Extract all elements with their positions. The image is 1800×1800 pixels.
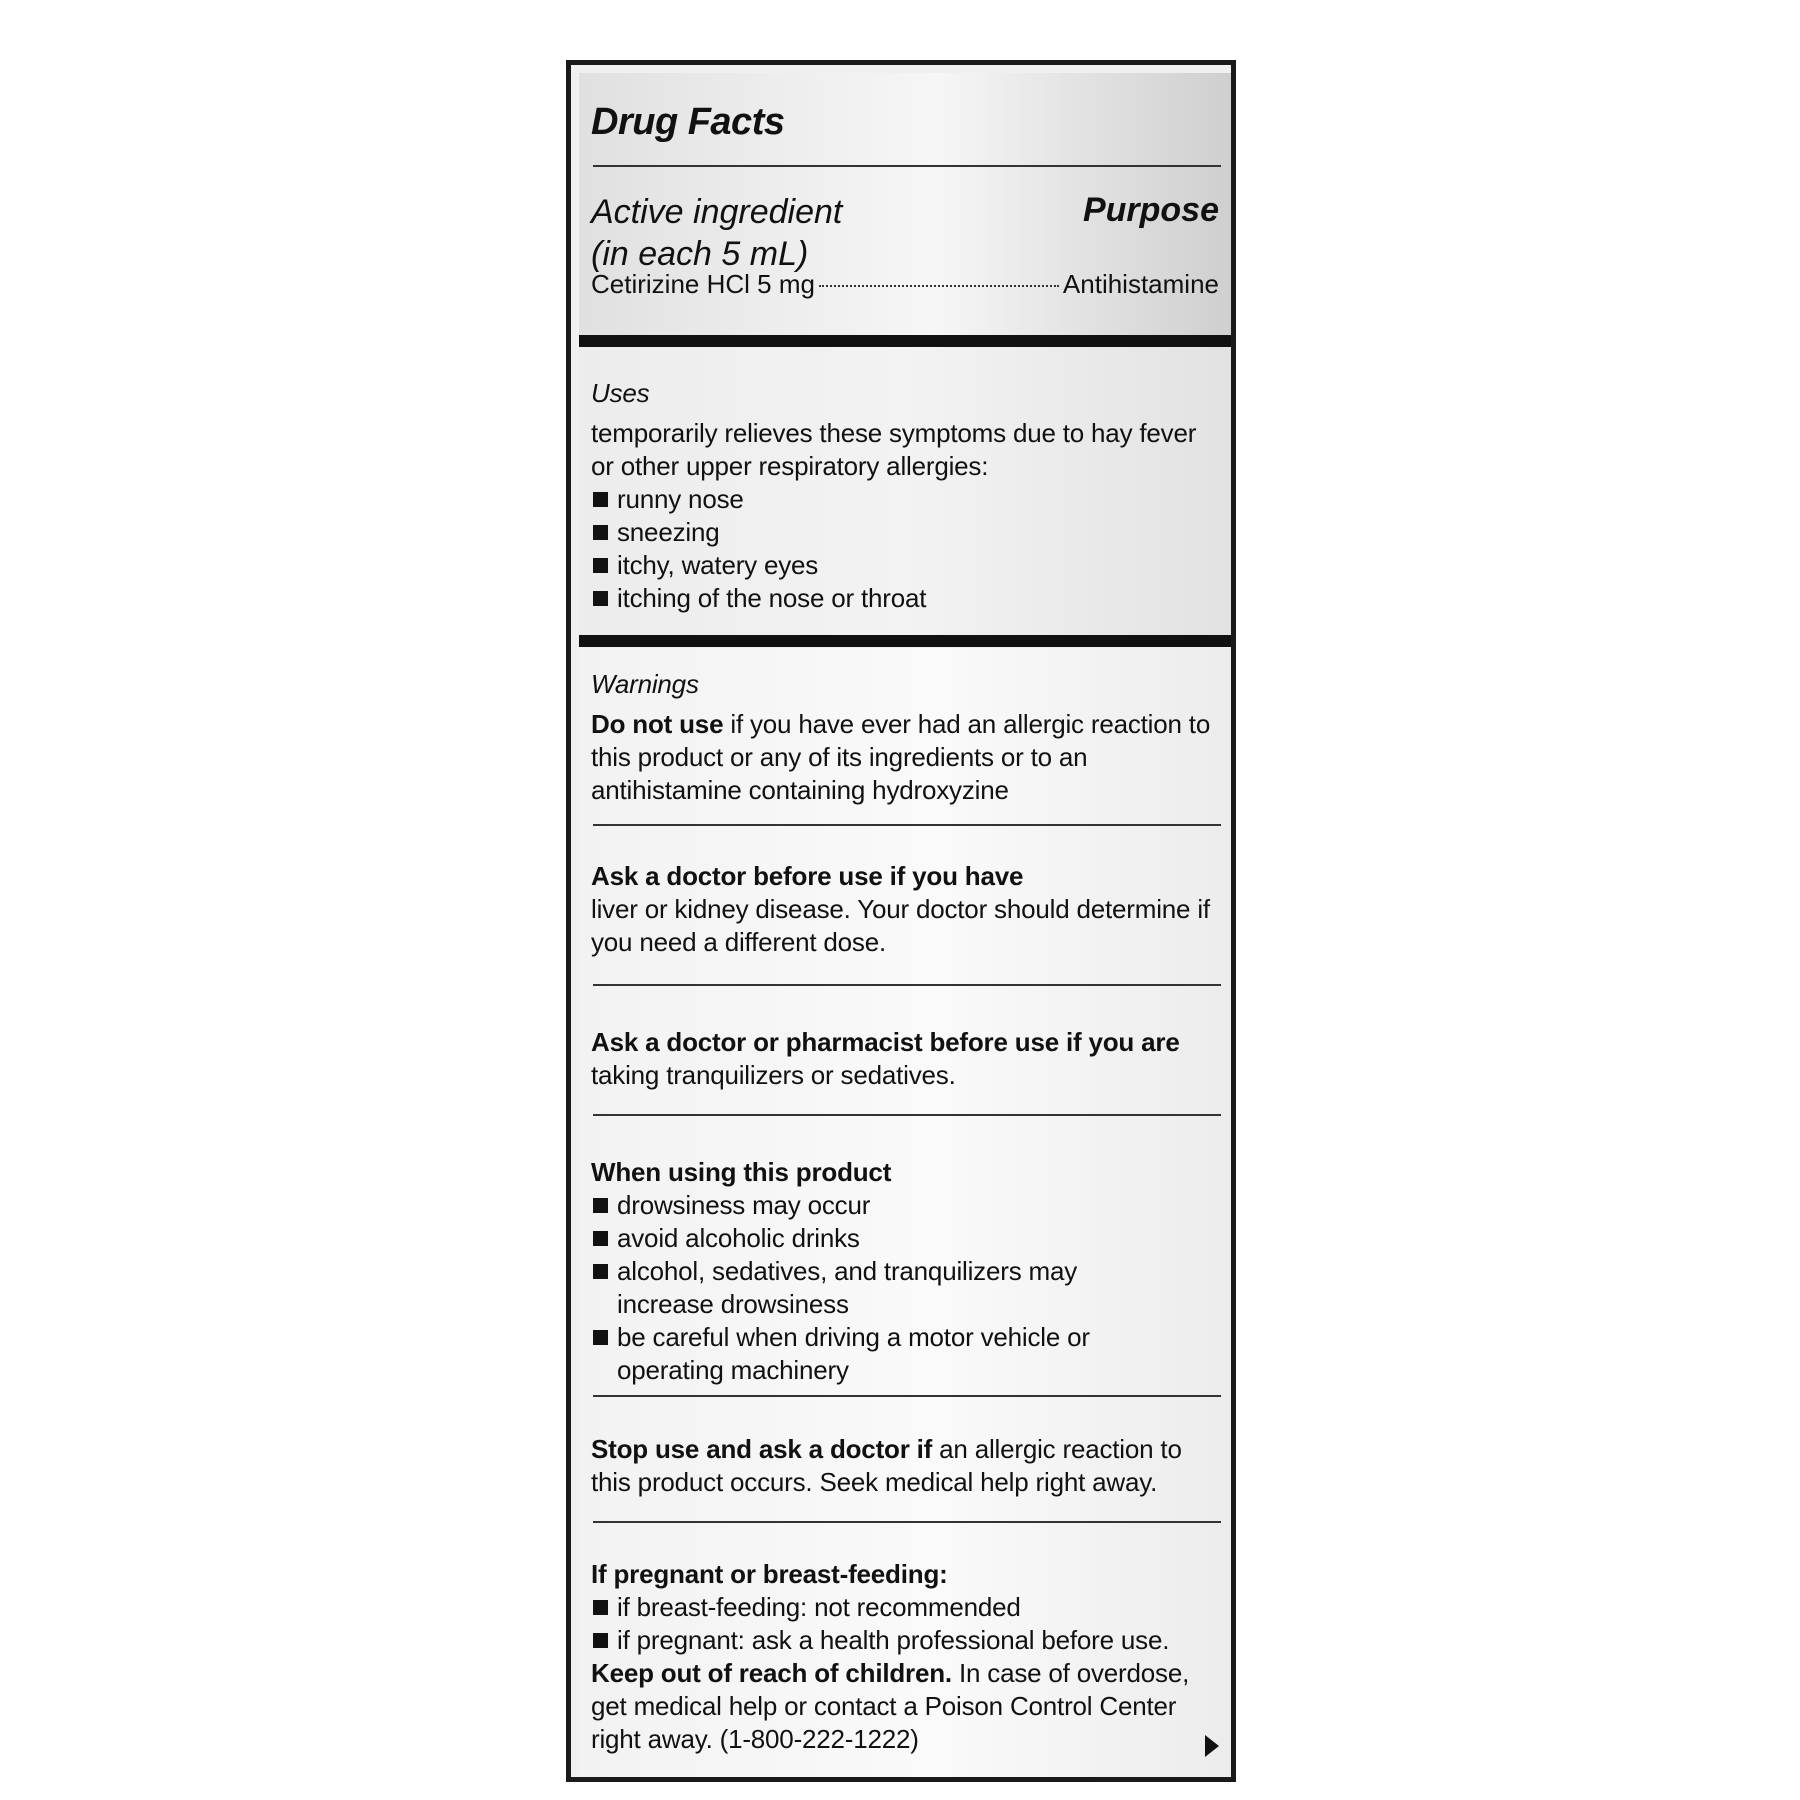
section-divider-bar — [579, 635, 1231, 647]
stop-use-label: Stop use and ask a doctor if — [591, 1434, 933, 1464]
uses-section — [579, 347, 1231, 635]
list-item: alcohol, sedatives, and tranquilizers may increase drowsiness — [591, 1255, 1219, 1321]
uses-heading: Uses — [591, 378, 650, 408]
do-not-use-label: Do not use — [591, 709, 724, 739]
active-ingredient-heading — [591, 191, 842, 275]
ingredient-name: Cetirizine HCl 5 mg — [591, 269, 815, 299]
keep-out-text: In case of overdose, get medical help or contact a Poison Control Center right away. (1-800-222-1222) — [591, 1658, 1190, 1754]
continue-arrow-icon — [1205, 1735, 1219, 1757]
list-item: drowsiness may occur — [591, 1189, 1219, 1222]
drug-facts-header-section — [579, 73, 1231, 335]
do-not-use-text: if you have ever had an allergic reaction to this product or any of its ingredients or to an antihistamine containing hydroxyzine — [591, 709, 1211, 805]
list-item: runny nose — [591, 483, 1219, 516]
keep-out-label: Keep out of reach of children. — [591, 1658, 952, 1688]
pregnant-list — [591, 1591, 1219, 1657]
list-item: if breast-feeding: not recommended — [591, 1591, 1219, 1624]
list-item: be careful when driving a motor vehicle or operating machinery — [591, 1321, 1219, 1387]
purpose-heading: Purpose — [1082, 191, 1219, 229]
ask-pharmacist-heading: Ask a doctor or pharmacist before use if you are — [591, 1027, 1180, 1057]
ask-pharmacist-text: taking tranquilizers or sedatives. — [591, 1060, 956, 1090]
when-using-list — [591, 1189, 1219, 1387]
divider — [593, 824, 1221, 826]
pregnant-heading: If pregnant or breast-feeding: — [591, 1559, 948, 1589]
warnings-section — [579, 648, 1231, 1777]
list-item: itchy, watery eyes — [591, 549, 1219, 582]
active-ingredient-row — [591, 269, 1219, 300]
ask-doctor-text: liver or kidney disease. Your doctor should determine if you need a different dose. — [591, 894, 1210, 957]
dot-leader — [819, 285, 1059, 287]
uses-intro: temporarily relieves these symptoms due to hay fever or other upper respiratory allergies: — [591, 418, 1197, 481]
divider — [593, 1521, 1221, 1523]
divider — [593, 165, 1221, 167]
warnings-heading: Warnings — [591, 669, 699, 699]
list-item: avoid alcoholic drinks — [591, 1222, 1219, 1255]
ingredient-purpose: Antihistamine — [1062, 269, 1219, 299]
do-not-use-paragraph — [591, 708, 1219, 807]
section-divider-bar — [579, 335, 1231, 347]
list-item: sneezing — [591, 516, 1219, 549]
uses-list — [591, 483, 1219, 615]
divider — [593, 984, 1221, 986]
divider — [593, 1395, 1221, 1397]
active-ingredient-heading-line1: Active ingredient — [591, 193, 843, 231]
drug-facts-title: Drug Facts — [591, 101, 785, 143]
stop-use-paragraph — [591, 1433, 1219, 1499]
drug-facts-panel — [566, 60, 1236, 1782]
list-item: itching of the nose or throat — [591, 582, 1219, 615]
when-using-heading: When using this product — [591, 1157, 892, 1187]
divider — [593, 1114, 1221, 1116]
active-ingredient-heading-line2: (in each 5 mL) — [591, 235, 809, 273]
ask-doctor-heading: Ask a doctor before use if you have — [591, 861, 1024, 891]
list-item: if pregnant: ask a health professional before use. — [591, 1624, 1219, 1657]
stop-use-text: an allergic reaction to this product occurs. Seek medical help right away. — [591, 1434, 1182, 1497]
keep-out-paragraph — [591, 1657, 1219, 1756]
